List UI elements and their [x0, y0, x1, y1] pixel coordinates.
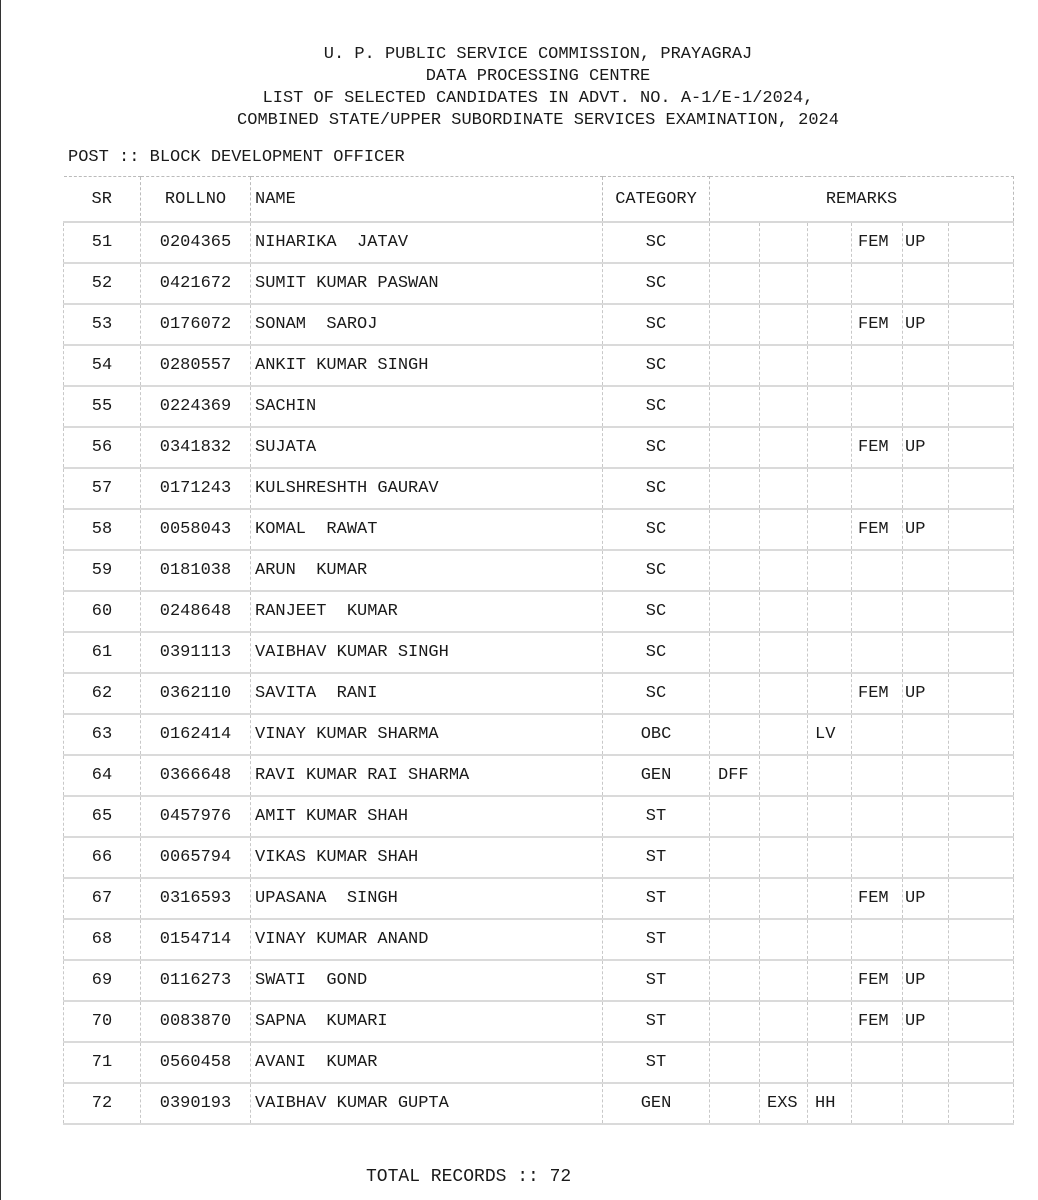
- cell-remark-4: [852, 632, 903, 673]
- table-row: [64, 468, 1014, 509]
- cell-remark-4: [852, 386, 903, 427]
- table-row: [64, 263, 1014, 304]
- cell-remark-2: [760, 878, 808, 919]
- table-row: [64, 632, 1014, 673]
- cell-rollno: 0224369: [141, 386, 251, 427]
- cell-category: SC: [603, 263, 710, 304]
- cell-name: SONAM SAROJ: [251, 304, 603, 345]
- cell-sr: 62: [64, 673, 141, 714]
- cell-sr: 51: [64, 222, 141, 263]
- cell-remark-5: [903, 345, 949, 386]
- cell-name: SWATI GOND: [251, 960, 603, 1001]
- cell-category: SC: [603, 386, 710, 427]
- table-row: [64, 1001, 1014, 1042]
- cell-remark-4: FEM: [852, 304, 903, 345]
- cell-remark-1: [710, 386, 760, 427]
- cell-remark-1: [710, 919, 760, 960]
- table-row: [64, 304, 1014, 345]
- cell-rollno: 0280557: [141, 345, 251, 386]
- cell-remark-2: [760, 755, 808, 796]
- cell-remark-6: [949, 673, 1014, 714]
- cell-remark-6: [949, 1083, 1014, 1124]
- cell-name: VAIBHAV KUMAR GUPTA: [251, 1083, 603, 1124]
- table-row: [64, 837, 1014, 878]
- cell-category: SC: [603, 304, 710, 345]
- cell-remark-4: [852, 714, 903, 755]
- cell-remark-2: [760, 427, 808, 468]
- cell-remark-6: [949, 960, 1014, 1001]
- cell-remark-1: [710, 632, 760, 673]
- document-header: [0, 44, 1038, 132]
- cell-rollno: 0204365: [141, 222, 251, 263]
- cell-remark-1: [710, 1001, 760, 1042]
- cell-rollno: 0058043: [141, 509, 251, 550]
- cell-remark-4: FEM: [852, 509, 903, 550]
- cell-remark-5: [903, 837, 949, 878]
- cell-sr: 55: [64, 386, 141, 427]
- cell-remark-6: [949, 878, 1014, 919]
- cell-remark-3: HH: [808, 1083, 852, 1124]
- cell-rollno: 0366648: [141, 755, 251, 796]
- cell-category: SC: [603, 509, 710, 550]
- cell-rollno: 0248648: [141, 591, 251, 632]
- cell-remark-2: [760, 468, 808, 509]
- cell-remark-5: UP: [903, 673, 949, 714]
- cell-remark-2: [760, 632, 808, 673]
- cell-name: RANJEET KUMAR: [251, 591, 603, 632]
- cell-name: SUMIT KUMAR PASWAN: [251, 263, 603, 304]
- cell-remark-5: UP: [903, 509, 949, 550]
- cell-sr: 69: [64, 960, 141, 1001]
- cell-remark-3: LV: [808, 714, 852, 755]
- cell-remark-4: [852, 837, 903, 878]
- cell-remark-2: [760, 919, 808, 960]
- cell-remark-4: FEM: [852, 673, 903, 714]
- cell-remark-1: [710, 878, 760, 919]
- cell-remark-1: [710, 222, 760, 263]
- cell-rollno: 0421672: [141, 263, 251, 304]
- cell-category: SC: [603, 632, 710, 673]
- cell-rollno: 0316593: [141, 878, 251, 919]
- cell-remark-4: [852, 345, 903, 386]
- table-row: [64, 714, 1014, 755]
- cell-rollno: 0065794: [141, 837, 251, 878]
- table-row: [64, 673, 1014, 714]
- cell-remark-5: UP: [903, 1001, 949, 1042]
- cell-remark-5: [903, 796, 949, 837]
- cell-rollno: 0181038: [141, 550, 251, 591]
- total-records: TOTAL RECORDS :: 72: [366, 1167, 572, 1187]
- cell-remark-5: [903, 755, 949, 796]
- cell-remark-6: [949, 550, 1014, 591]
- cell-sr: 53: [64, 304, 141, 345]
- cell-rollno: 0391113: [141, 632, 251, 673]
- cell-rollno: 0162414: [141, 714, 251, 755]
- cell-rollno: 0341832: [141, 427, 251, 468]
- cell-remark-4: [852, 550, 903, 591]
- cell-remark-4: FEM: [852, 427, 903, 468]
- cell-remark-1: [710, 427, 760, 468]
- cell-remark-5: [903, 468, 949, 509]
- cell-remark-5: [903, 591, 949, 632]
- col-header-rollno: ROLLNO: [141, 177, 251, 223]
- cell-category: SC: [603, 550, 710, 591]
- cell-remark-3: [808, 550, 852, 591]
- cell-remark-5: UP: [903, 427, 949, 468]
- cell-remark-3: [808, 427, 852, 468]
- cell-rollno: 0154714: [141, 919, 251, 960]
- cell-name: VAIBHAV KUMAR SINGH: [251, 632, 603, 673]
- cell-remark-6: [949, 509, 1014, 550]
- cell-name: SAVITA RANI: [251, 673, 603, 714]
- cell-remark-5: UP: [903, 222, 949, 263]
- cell-category: ST: [603, 837, 710, 878]
- cell-name: VIKAS KUMAR SHAH: [251, 837, 603, 878]
- cell-remark-5: [903, 1042, 949, 1083]
- table-row: [64, 755, 1014, 796]
- cell-sr: 65: [64, 796, 141, 837]
- cell-remark-3: [808, 591, 852, 632]
- cell-remark-5: [903, 919, 949, 960]
- cell-remark-2: [760, 509, 808, 550]
- cell-remark-3: [808, 386, 852, 427]
- cell-category: SC: [603, 345, 710, 386]
- cell-remark-2: [760, 550, 808, 591]
- cell-category: SC: [603, 468, 710, 509]
- cell-remark-3: [808, 837, 852, 878]
- cell-remark-5: [903, 1083, 949, 1124]
- cell-remark-6: [949, 591, 1014, 632]
- cell-remark-5: [903, 263, 949, 304]
- cell-remark-6: [949, 345, 1014, 386]
- cell-sr: 58: [64, 509, 141, 550]
- cell-sr: 63: [64, 714, 141, 755]
- cell-remark-1: [710, 1083, 760, 1124]
- cell-sr: 60: [64, 591, 141, 632]
- cell-name: RAVI KUMAR RAI SHARMA: [251, 755, 603, 796]
- cell-rollno: 0176072: [141, 304, 251, 345]
- cell-name: KULSHRESHTH GAURAV: [251, 468, 603, 509]
- table-row: [64, 386, 1014, 427]
- cell-remark-3: [808, 919, 852, 960]
- cell-remark-4: FEM: [852, 1001, 903, 1042]
- cell-remark-1: [710, 591, 760, 632]
- cell-remark-4: [852, 796, 903, 837]
- cell-remark-3: [808, 263, 852, 304]
- cell-remark-5: UP: [903, 304, 949, 345]
- cell-remark-6: [949, 632, 1014, 673]
- cell-remark-4: FEM: [852, 222, 903, 263]
- cell-rollno: 0457976: [141, 796, 251, 837]
- cell-remark-2: EXS: [760, 1083, 808, 1124]
- cell-remark-1: [710, 837, 760, 878]
- header-commission: U. P. PUBLIC SERVICE COMMISSION, PRAYAGRAJ: [323, 45, 753, 64]
- post-title: POST :: BLOCK DEVELOPMENT OFFICER: [68, 148, 405, 167]
- cell-remark-6: [949, 263, 1014, 304]
- cell-remark-6: [949, 386, 1014, 427]
- cell-name: VINAY KUMAR ANAND: [251, 919, 603, 960]
- cell-sr: 61: [64, 632, 141, 673]
- cell-remark-4: [852, 1042, 903, 1083]
- cell-category: ST: [603, 1001, 710, 1042]
- cell-remark-3: [808, 878, 852, 919]
- cell-remark-6: [949, 755, 1014, 796]
- cell-remark-2: [760, 591, 808, 632]
- header-centre: DATA PROCESSING CENTRE: [425, 67, 651, 86]
- table-row: [64, 919, 1014, 960]
- cell-remark-2: [760, 345, 808, 386]
- cell-category: SC: [603, 427, 710, 468]
- cell-remark-4: FEM: [852, 960, 903, 1001]
- cell-remark-4: [852, 591, 903, 632]
- cell-remark-2: [760, 1001, 808, 1042]
- cell-remark-2: [760, 673, 808, 714]
- table-row: [64, 509, 1014, 550]
- cell-rollno: 0390193: [141, 1083, 251, 1124]
- cell-remark-1: [710, 960, 760, 1001]
- cell-remark-3: [808, 509, 852, 550]
- cell-remark-3: [808, 755, 852, 796]
- cell-name: AMIT KUMAR SHAH: [251, 796, 603, 837]
- cell-sr: 68: [64, 919, 141, 960]
- table-row: [64, 960, 1014, 1001]
- cell-sr: 72: [64, 1083, 141, 1124]
- cell-remark-6: [949, 1001, 1014, 1042]
- cell-remark-3: [808, 796, 852, 837]
- cell-sr: 59: [64, 550, 141, 591]
- cell-remark-6: [949, 427, 1014, 468]
- cell-sr: 56: [64, 427, 141, 468]
- cell-name: UPASANA SINGH: [251, 878, 603, 919]
- table-header-row: [64, 177, 1014, 223]
- cell-remark-2: [760, 263, 808, 304]
- cell-remark-1: [710, 796, 760, 837]
- cell-remark-3: [808, 345, 852, 386]
- cell-remark-5: [903, 632, 949, 673]
- cell-category: GEN: [603, 1083, 710, 1124]
- table-row: [64, 591, 1014, 632]
- cell-remark-3: [808, 673, 852, 714]
- cell-rollno: 0560458: [141, 1042, 251, 1083]
- cell-remark-2: [760, 960, 808, 1001]
- cell-remark-5: [903, 386, 949, 427]
- cell-remark-1: [710, 673, 760, 714]
- cell-sr: 52: [64, 263, 141, 304]
- cell-remark-5: UP: [903, 960, 949, 1001]
- cell-remark-3: [808, 960, 852, 1001]
- table-row: [64, 1083, 1014, 1124]
- cell-sr: 70: [64, 1001, 141, 1042]
- col-header-name: NAME: [251, 177, 603, 223]
- cell-remark-3: [808, 1042, 852, 1083]
- col-header-sr: SR: [64, 177, 141, 223]
- cell-category: ST: [603, 1042, 710, 1083]
- col-header-remarks: REMARKS: [710, 177, 1014, 223]
- cell-category: ST: [603, 878, 710, 919]
- cell-remark-6: [949, 919, 1014, 960]
- cell-category: ST: [603, 796, 710, 837]
- cell-remark-2: [760, 304, 808, 345]
- cell-remark-4: [852, 468, 903, 509]
- cell-sr: 66: [64, 837, 141, 878]
- cell-category: SC: [603, 222, 710, 263]
- cell-rollno: 0083870: [141, 1001, 251, 1042]
- cell-name: SUJATA: [251, 427, 603, 468]
- cell-remark-4: FEM: [852, 878, 903, 919]
- cell-rollno: 0116273: [141, 960, 251, 1001]
- cell-remark-2: [760, 386, 808, 427]
- cell-remark-6: [949, 1042, 1014, 1083]
- cell-rollno: 0171243: [141, 468, 251, 509]
- table-row: [64, 1042, 1014, 1083]
- cell-category: OBC: [603, 714, 710, 755]
- table-row: [64, 550, 1014, 591]
- cell-sr: 64: [64, 755, 141, 796]
- cell-category: SC: [603, 591, 710, 632]
- table-row: [64, 427, 1014, 468]
- cell-remark-3: [808, 632, 852, 673]
- cell-name: KOMAL RAWAT: [251, 509, 603, 550]
- cell-remark-1: [710, 714, 760, 755]
- table-row: [64, 345, 1014, 386]
- cell-remark-4: [852, 1083, 903, 1124]
- table-row: [64, 222, 1014, 263]
- cell-name: NIHARIKA JATAV: [251, 222, 603, 263]
- cell-category: ST: [603, 960, 710, 1001]
- cell-remark-1: [710, 345, 760, 386]
- cell-remark-3: [808, 468, 852, 509]
- cell-sr: 54: [64, 345, 141, 386]
- cell-name: VINAY KUMAR SHARMA: [251, 714, 603, 755]
- cell-remark-1: [710, 1042, 760, 1083]
- table-row: [64, 796, 1014, 837]
- cell-remark-1: [710, 263, 760, 304]
- cell-remark-6: [949, 837, 1014, 878]
- cell-remark-1: [710, 468, 760, 509]
- cell-sr: 71: [64, 1042, 141, 1083]
- cell-name: ARUN KUMAR: [251, 550, 603, 591]
- cell-remark-2: [760, 796, 808, 837]
- cell-category: GEN: [603, 755, 710, 796]
- cell-sr: 57: [64, 468, 141, 509]
- cell-name: ANKIT KUMAR SINGH: [251, 345, 603, 386]
- cell-remark-2: [760, 222, 808, 263]
- cell-remark-2: [760, 1042, 808, 1083]
- cell-remark-4: [852, 755, 903, 796]
- cell-remark-6: [949, 714, 1014, 755]
- cell-remark-5: [903, 550, 949, 591]
- cell-name: SAPNA KUMARI: [251, 1001, 603, 1042]
- cell-remark-2: [760, 714, 808, 755]
- cell-category: SC: [603, 673, 710, 714]
- cell-remark-4: [852, 919, 903, 960]
- cell-name: SACHIN: [251, 386, 603, 427]
- cell-remark-5: UP: [903, 878, 949, 919]
- cell-category: ST: [603, 919, 710, 960]
- cell-remark-1: DFF: [710, 755, 760, 796]
- cell-sr: 67: [64, 878, 141, 919]
- cell-remark-2: [760, 837, 808, 878]
- cell-remark-6: [949, 222, 1014, 263]
- table-row: [64, 878, 1014, 919]
- cell-rollno: 0362110: [141, 673, 251, 714]
- cell-remark-3: [808, 222, 852, 263]
- cell-remark-4: [852, 263, 903, 304]
- cell-remark-6: [949, 796, 1014, 837]
- col-header-category: CATEGORY: [603, 177, 710, 223]
- page-left-edge: [0, 0, 1, 1200]
- cell-remark-3: [808, 304, 852, 345]
- cell-remark-5: [903, 714, 949, 755]
- cell-name: AVANI KUMAR: [251, 1042, 603, 1083]
- cell-remark-3: [808, 1001, 852, 1042]
- cell-remark-6: [949, 304, 1014, 345]
- cell-remark-1: [710, 550, 760, 591]
- cell-remark-6: [949, 468, 1014, 509]
- candidates-table: [63, 176, 1014, 1125]
- header-advt: LIST OF SELECTED CANDIDATES IN ADVT. NO. A-1/E-1/2024,: [262, 89, 814, 108]
- cell-remark-1: [710, 304, 760, 345]
- cell-remark-1: [710, 509, 760, 550]
- header-exam: COMBINED STATE/UPPER SUBORDINATE SERVICES EXAMINATION, 2024: [237, 111, 839, 130]
